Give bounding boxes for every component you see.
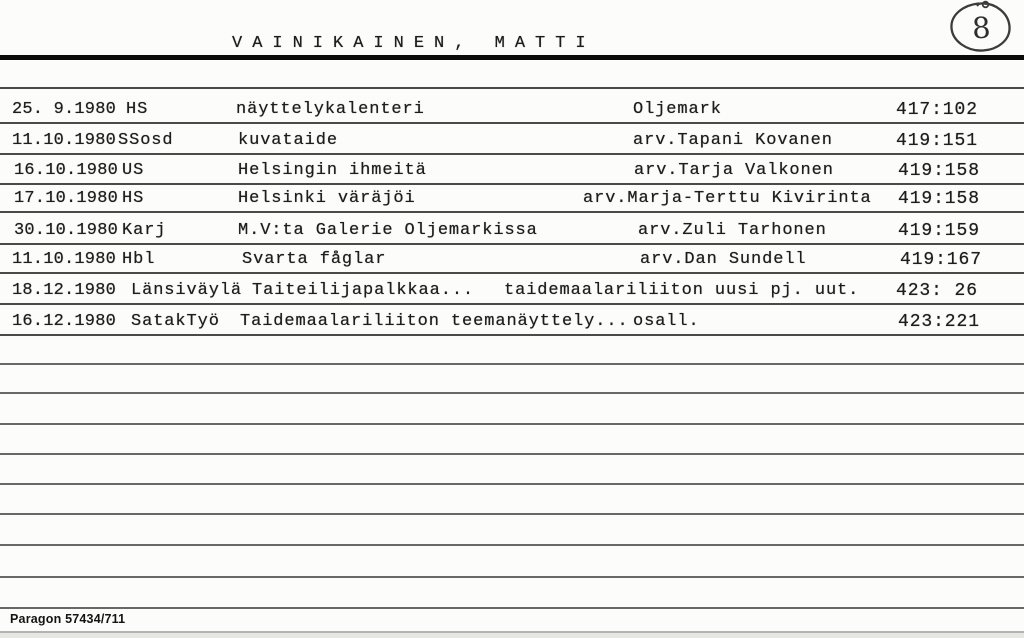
rule-line [0, 183, 1024, 185]
page-number: 8 [971, 10, 992, 46]
reviewer-cell: arv.Marja-Terttu Kivirinta [583, 189, 872, 208]
source-cell: US [122, 161, 145, 180]
title-cell: näyttelykalenteri [236, 100, 425, 119]
date-cell: 30.10.1980 [14, 221, 119, 240]
source-cell: SSosd [118, 131, 174, 150]
rule-line [0, 334, 1024, 336]
table-row [0, 161, 1024, 183]
ref-cell: 419:158 [898, 161, 980, 181]
rule-line [0, 272, 1024, 274]
date-cell: 16.10.1980 [14, 161, 119, 180]
ref-cell: 423: 26 [896, 281, 978, 301]
ref-cell: 417:102 [896, 100, 978, 120]
date-cell: 11.10.1980 [12, 250, 117, 269]
scan-edge-band [0, 633, 1024, 638]
table-row [0, 312, 1024, 334]
rule-line [0, 392, 1024, 394]
title-cell: M.V:ta Galerie Oljemarkissa [238, 221, 538, 240]
title-cell: Taiteilijapalkkaa... [252, 281, 475, 300]
rule-line [0, 544, 1024, 546]
ref-cell: 419:151 [896, 131, 978, 151]
reviewer-cell: arv.Tapani Kovanen [633, 131, 833, 150]
rule-line [0, 363, 1024, 365]
source-cell: HS [122, 189, 145, 208]
table-row [0, 250, 1024, 272]
rule-line [0, 243, 1024, 245]
source-cell: HS [126, 100, 149, 119]
rule-line [0, 87, 1024, 89]
hand-drawn-circle-icon [938, 0, 1022, 58]
rule-line [0, 453, 1024, 455]
reviewer-cell: taidemaalariliiton uusi pj. uut. [504, 281, 860, 300]
rule-line [0, 423, 1024, 425]
date-cell: 11.10.1980 [12, 131, 117, 150]
date-cell: 17.10.1980 [14, 189, 119, 208]
reviewer-cell: Oljemark [633, 100, 722, 119]
table-row [0, 100, 1024, 122]
title-cell: Svarta fåglar [242, 250, 387, 269]
table-row [0, 281, 1024, 303]
date-cell: 25. 9.1980 [12, 100, 117, 119]
table-row [0, 131, 1024, 153]
source-cell: SatakTyö [131, 312, 220, 331]
reviewer-cell: arv.Dan Sundell [640, 250, 807, 269]
card-stock-imprint: Paragon 57434/711 [10, 612, 126, 626]
ref-cell: 419:167 [900, 250, 982, 270]
reviewer-cell: arv.Tarja Valkonen [634, 161, 834, 180]
rule-line [0, 303, 1024, 305]
table-row [0, 189, 1024, 211]
ref-cell: 419:159 [898, 221, 980, 241]
reviewer-cell: osall. [633, 312, 700, 331]
title-cell: Taidemaalariliiton teemanäyttely... [240, 312, 629, 331]
circled-page-number [938, 0, 1022, 58]
rule-line [0, 211, 1024, 213]
source-cell: Karj [122, 221, 167, 240]
ref-cell: 419:158 [898, 189, 980, 209]
rule-line [0, 513, 1024, 515]
rule-line [0, 576, 1024, 578]
title-cell: kuvataide [238, 131, 338, 150]
source-cell: Länsiväylä [131, 281, 243, 300]
rule-line [0, 153, 1024, 155]
table-row [0, 221, 1024, 243]
date-cell: 16.12.1980 [12, 312, 117, 331]
rule-line [0, 122, 1024, 124]
title-cell: Helsinki väräjöi [238, 189, 416, 208]
rule-line [0, 607, 1024, 609]
card-title: VAINIKAINEN, MATTI [232, 34, 596, 53]
date-cell: 18.12.1980 [12, 281, 117, 300]
title-cell: Helsingin ihmeitä [238, 161, 427, 180]
rule-line [0, 483, 1024, 485]
reviewer-cell: arv.Zuli Tarhonen [638, 221, 827, 240]
header-thick-rule [0, 55, 1024, 60]
ref-cell: 423:221 [898, 312, 980, 332]
source-cell: Hbl [122, 250, 156, 269]
